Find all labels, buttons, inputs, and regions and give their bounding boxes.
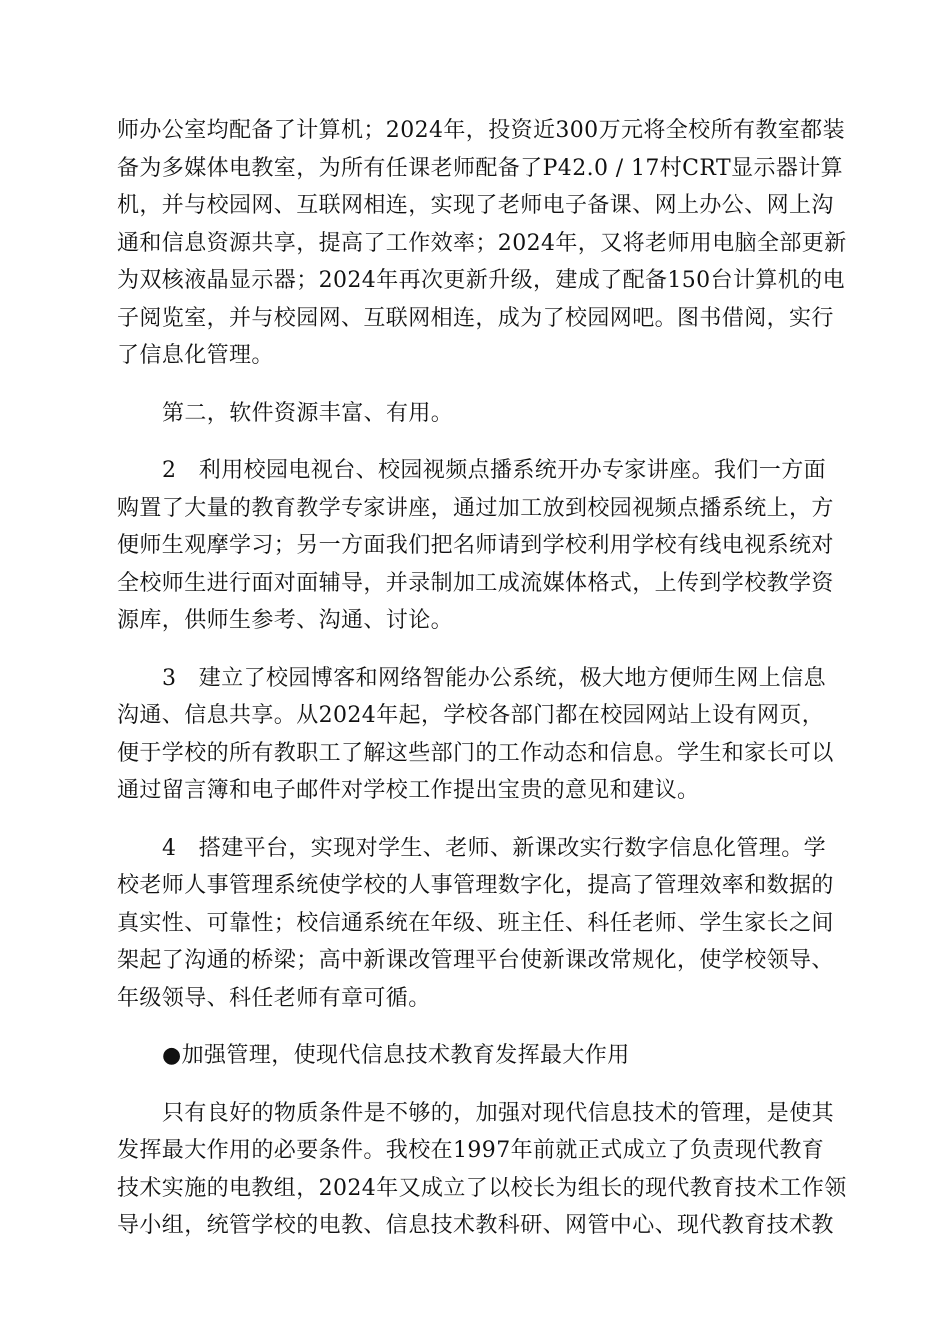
text-line: 为双核液晶显示器；2024年再次更新升级，建成了配备150台计算机的电 (117, 268, 845, 293)
text-line: 全校师生进行面对面辅导，并录制加工成流媒体格式，上传到学校教学资 (117, 570, 834, 596)
text-line: 子阅览室，并与校园网、互联网相连，成为了校园网吧。图书借阅，实行 (117, 305, 834, 331)
paragraph-management-body (117, 1095, 847, 1245)
text-line: 真实性、可靠性；校信通系统在年级、班主任、科任老师、学生家长之间 (117, 910, 834, 936)
text-line: 沟通、信息共享。从2024年起，学校各部门都在校园网站上设有网页， (117, 703, 825, 728)
text-line: 师办公室均配备了计算机；2024年，投资近300万元将全校所有教室都装 (117, 118, 845, 143)
paragraph-item-4 (117, 830, 833, 1018)
text-line: 了信息化管理。 (117, 343, 274, 368)
text-line: 便于学校的所有教职工了解这些部门的工作动态和信息。学生和家长可以 (117, 740, 834, 766)
text-line: 年级领导、科任老师有章可循。 (117, 985, 431, 1011)
text-line: 导小组，统管学校的电教、信息技术教科研、网管中心、现代教育技术教 (117, 1213, 834, 1238)
text-line: 只有良好的物质条件是不够的，加强对现代信息技术的管理，是使其 (162, 1100, 835, 1126)
text-line: 3 建立了校园博客和网络智能办公系统，极大地方便师生网上信息 (162, 665, 826, 691)
text-line: 便师生观摩学习；另一方面我们把名师请到学校利用学校有线电视系统对 (117, 533, 834, 558)
text-line: 架起了沟通的桥梁；高中新课改管理平台使新课改常规化，使学校领导、 (117, 948, 834, 973)
text-line: 通过留言簿和电子邮件对学校工作提出宝贵的意见和建议。 (117, 778, 700, 803)
text-line: ●加强管理，使现代信息技术教育发挥最大作用 (162, 1043, 630, 1068)
text-line: 通和信息资源共享，提高了工作效率；2024年，又将老师用电脑全部更新 (117, 230, 847, 256)
text-line: 校老师人事管理系统使学校的人事管理数字化，提高了管理效率和数据的 (117, 873, 834, 898)
text-line: 2 利用校园电视台、校园视频点播系统开办专家讲座。我们一方面 (162, 458, 826, 483)
paragraph-item-2 (117, 452, 833, 640)
paragraph-hardware-continued (117, 112, 847, 375)
section-heading-software (117, 395, 833, 433)
text-line: 4 搭建平台，实现对学生、老师、新课改实行数字信息化管理。学 (162, 835, 826, 861)
text-line: 购置了大量的教育教学专家讲座，通过加工放到校园视频点播系统上，方 (117, 495, 834, 521)
section-heading-management (117, 1037, 833, 1075)
text-line: 第二，软件资源丰富、有用。 (162, 400, 454, 426)
document-body (117, 112, 847, 1245)
text-line: 机，并与校园网、互联网相连，实现了老师电子备课、网上办公、网上沟 (117, 193, 834, 218)
paragraph-item-3 (117, 660, 833, 810)
text-line: 发挥最大作用的必要条件。我校在1997年前就正式成立了负责现代教育 (117, 1138, 825, 1163)
text-line: 源库，供师生参考、沟通、讨论。 (117, 608, 454, 633)
text-line: 备为多媒体电教室，为所有任课老师配备了P42.0 / 17村CRT显示器计算 (117, 155, 844, 181)
text-line: 技术实施的电教组，2024年又成立了以校长为组长的现代教育技术工作领 (117, 1175, 847, 1201)
